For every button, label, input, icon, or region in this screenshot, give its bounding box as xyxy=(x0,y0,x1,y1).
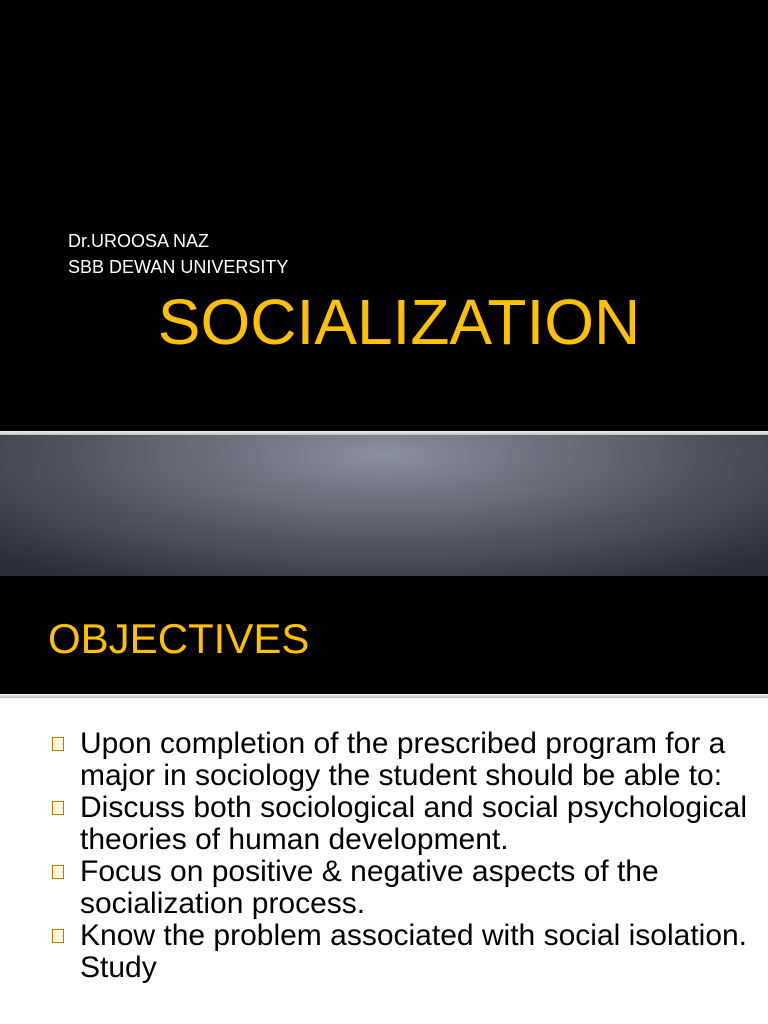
bullet-text: Upon completion of the prescribed program for a major in sociology the student should be able to: xyxy=(80,727,726,792)
objectives-header xyxy=(0,576,768,694)
presentation-title: SOCIALIZATION xyxy=(157,286,641,358)
objectives-slide xyxy=(0,576,768,1024)
list-item xyxy=(0,728,768,792)
bullet-box-icon xyxy=(52,737,64,751)
bullet-text: Focus on positive & negative aspects of the socialization process. xyxy=(80,855,659,920)
list-item xyxy=(0,792,768,856)
author-university: SBB DEWAN UNIVERSITY xyxy=(68,257,289,277)
author-name: Dr.UROOSA NAZ xyxy=(68,231,210,251)
objectives-body xyxy=(0,698,768,1024)
bullet-text: Discuss both sociological and social psychological theories of human development. xyxy=(80,791,748,856)
bullet-box-icon xyxy=(52,929,64,943)
title-slide-background xyxy=(0,0,768,431)
bullet-box-icon xyxy=(52,801,64,815)
list-item xyxy=(0,920,768,984)
objectives-list xyxy=(0,728,768,984)
title-slide-gradient-band xyxy=(0,435,768,576)
bullet-box-icon xyxy=(52,865,64,879)
list-item xyxy=(0,856,768,920)
bullet-text: Know the problem associated with social isolation. Study xyxy=(80,919,748,984)
objectives-title: OBJECTIVES xyxy=(48,615,310,662)
